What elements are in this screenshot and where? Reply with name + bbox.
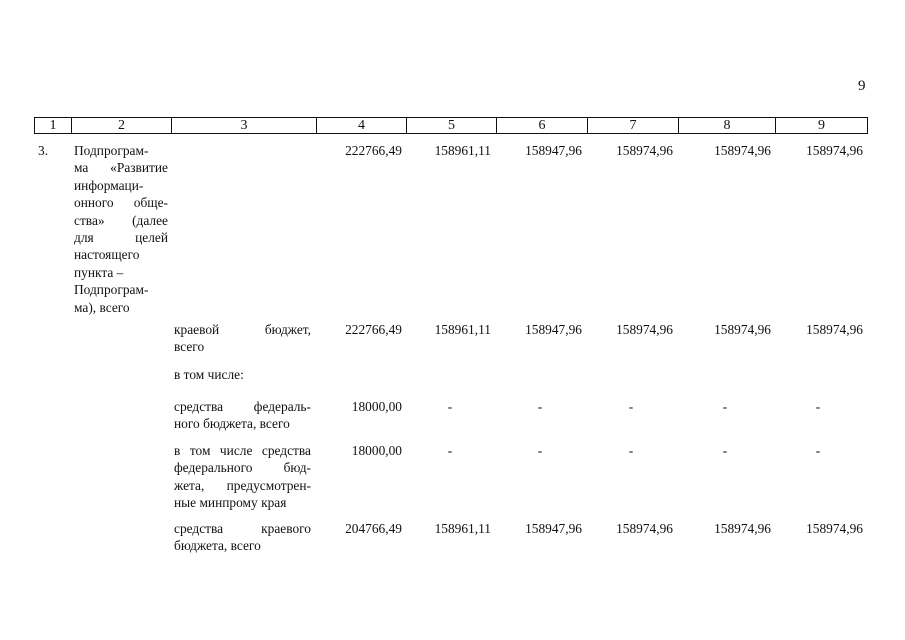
value-col4: 222766,49 <box>345 322 402 337</box>
value-col5: - <box>447 399 453 414</box>
value-col8: 158974,96 <box>714 143 771 158</box>
value-col7: 158974,96 <box>616 322 673 337</box>
source-line: федерального бюд- <box>174 460 311 476</box>
value-col9: - <box>815 399 821 414</box>
value-col8: 158974,96 <box>714 322 771 337</box>
value-col4: 222766,49 <box>345 143 402 158</box>
value-col8: - <box>722 399 728 414</box>
name-line: Подпрограм- <box>74 282 149 298</box>
value-col7: 158974,96 <box>616 521 673 536</box>
source-line: жета, предусмотрен- <box>174 477 311 493</box>
value-col4: 18000,00 <box>351 443 402 458</box>
value-col9: 158974,96 <box>806 143 863 158</box>
value-col6: 158947,96 <box>525 143 582 158</box>
funding-source <box>174 321 311 356</box>
name-line: онного обще- <box>74 195 168 211</box>
source-line: всего <box>174 339 205 355</box>
name-line: Подпрограм- <box>74 143 149 158</box>
source-line: ного бюджета, всего <box>174 416 290 432</box>
column-header-3: 3 <box>172 118 317 134</box>
value-col7: 158974,96 <box>616 143 673 158</box>
value-col7: - <box>628 443 634 458</box>
funding-source <box>174 366 311 383</box>
value-col5: - <box>447 443 453 458</box>
source-line: средства краевого <box>174 521 311 536</box>
column-number-header <box>34 117 868 134</box>
value-col8: - <box>722 443 728 458</box>
value-col9: - <box>815 443 821 458</box>
source-line: средства федераль- <box>174 399 311 414</box>
value-col5: 158961,11 <box>434 521 491 536</box>
column-header-5: 5 <box>407 118 497 134</box>
row-number: 3. <box>38 143 49 158</box>
name-line: пункта – <box>74 264 124 280</box>
column-header-7: 7 <box>588 118 679 134</box>
value-col5: 158961,11 <box>434 143 491 158</box>
column-header-1: 1 <box>35 118 72 134</box>
funding-source <box>174 398 311 433</box>
name-line: информаци- <box>74 177 144 193</box>
source-line: бюджета, всего <box>174 538 261 554</box>
value-col8: 158974,96 <box>714 521 771 536</box>
source-line: в том числе средства <box>174 443 311 458</box>
column-header-4: 4 <box>317 118 407 134</box>
name-line: ма), всего <box>74 299 130 315</box>
value-col6: - <box>537 399 543 414</box>
source-line: краевой бюджет, <box>174 322 311 337</box>
value-col6: 158947,96 <box>525 521 582 536</box>
source-line: в том числе: <box>174 367 244 382</box>
value-col6: 158947,96 <box>525 322 582 337</box>
value-col5: 158961,11 <box>434 322 491 337</box>
value-col9: 158974,96 <box>806 322 863 337</box>
column-header-6: 6 <box>497 118 588 134</box>
value-col4: 18000,00 <box>351 399 402 414</box>
column-header-8: 8 <box>679 118 776 134</box>
column-header-2: 2 <box>72 118 172 134</box>
value-col7: - <box>628 399 634 414</box>
source-line: ные минпрому края <box>174 495 287 511</box>
name-line: для целей <box>74 230 168 246</box>
value-col9: 158974,96 <box>806 521 863 536</box>
name-line: ма «Развитие <box>74 160 168 176</box>
column-header-9: 9 <box>776 118 868 134</box>
name-line: ства» (далее <box>74 212 168 228</box>
subprogram-name <box>74 142 168 316</box>
value-col4: 204766,49 <box>345 521 402 536</box>
name-line: настоящего <box>74 247 140 263</box>
value-col6: - <box>537 443 543 458</box>
funding-source <box>174 520 311 555</box>
funding-source <box>174 442 311 512</box>
page-number: 9 <box>858 78 866 94</box>
